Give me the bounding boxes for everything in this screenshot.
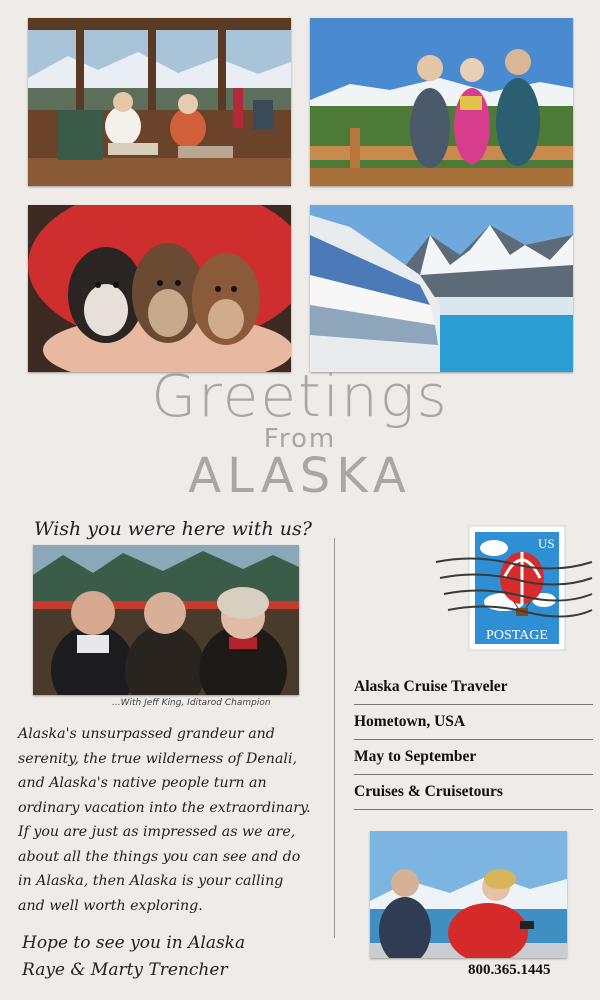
- photo-caption: ...With Jeff King, Iditarod Champion: [112, 698, 271, 708]
- message-line: If you are just as impressed as we are,: [18, 824, 296, 840]
- phone-number: 800.365.1445: [468, 962, 551, 978]
- signoff-line: Hope to see you in Alaska: [22, 933, 246, 953]
- photo-lodge-deck: [28, 18, 291, 186]
- address-line-4: Cruises & Cruisetours: [354, 783, 593, 810]
- message-body: [18, 722, 340, 918]
- postcard-divider: [334, 538, 335, 938]
- greeting-place: ALASKA: [188, 448, 412, 504]
- address-line-2: Hometown, USA: [354, 713, 593, 740]
- address-line-1: Alaska Cruise Traveler: [354, 678, 593, 705]
- message-line: about all the things you can see and do: [18, 848, 301, 865]
- message-line: and well worth exploring.: [18, 897, 203, 914]
- wish-heading: Wish you were here with us?: [34, 518, 312, 540]
- photo-husky-puppies: [28, 205, 291, 372]
- address-line-3: May to September: [354, 748, 593, 775]
- photo-couple-on-deck: [370, 831, 567, 958]
- stamp-country: US: [538, 536, 555, 551]
- greeting-title: Greetings: [151, 362, 449, 430]
- postage-stamp: [434, 522, 594, 658]
- message-line: serenity, the true wilderness of Denali,: [18, 750, 297, 767]
- signoff-signature: Raye & Marty Trencher: [22, 960, 228, 980]
- photo-couple-with-guide: [310, 18, 573, 186]
- photo-group-with-champion: [33, 545, 299, 695]
- message-line: ordinary vacation into the extraordinary.: [18, 799, 311, 816]
- signoff: [22, 930, 245, 984]
- message-line: Alaska's unsurpassed grandeur and: [18, 726, 275, 742]
- stamp-label: POSTAGE: [486, 628, 548, 643]
- message-line: and Alaska's native people turn an: [18, 775, 267, 791]
- message-line: in Alaska, then Alaska is your calling: [18, 873, 284, 889]
- greeting-from: From: [263, 424, 337, 454]
- photo-cruise-ship-glacier: [310, 205, 573, 372]
